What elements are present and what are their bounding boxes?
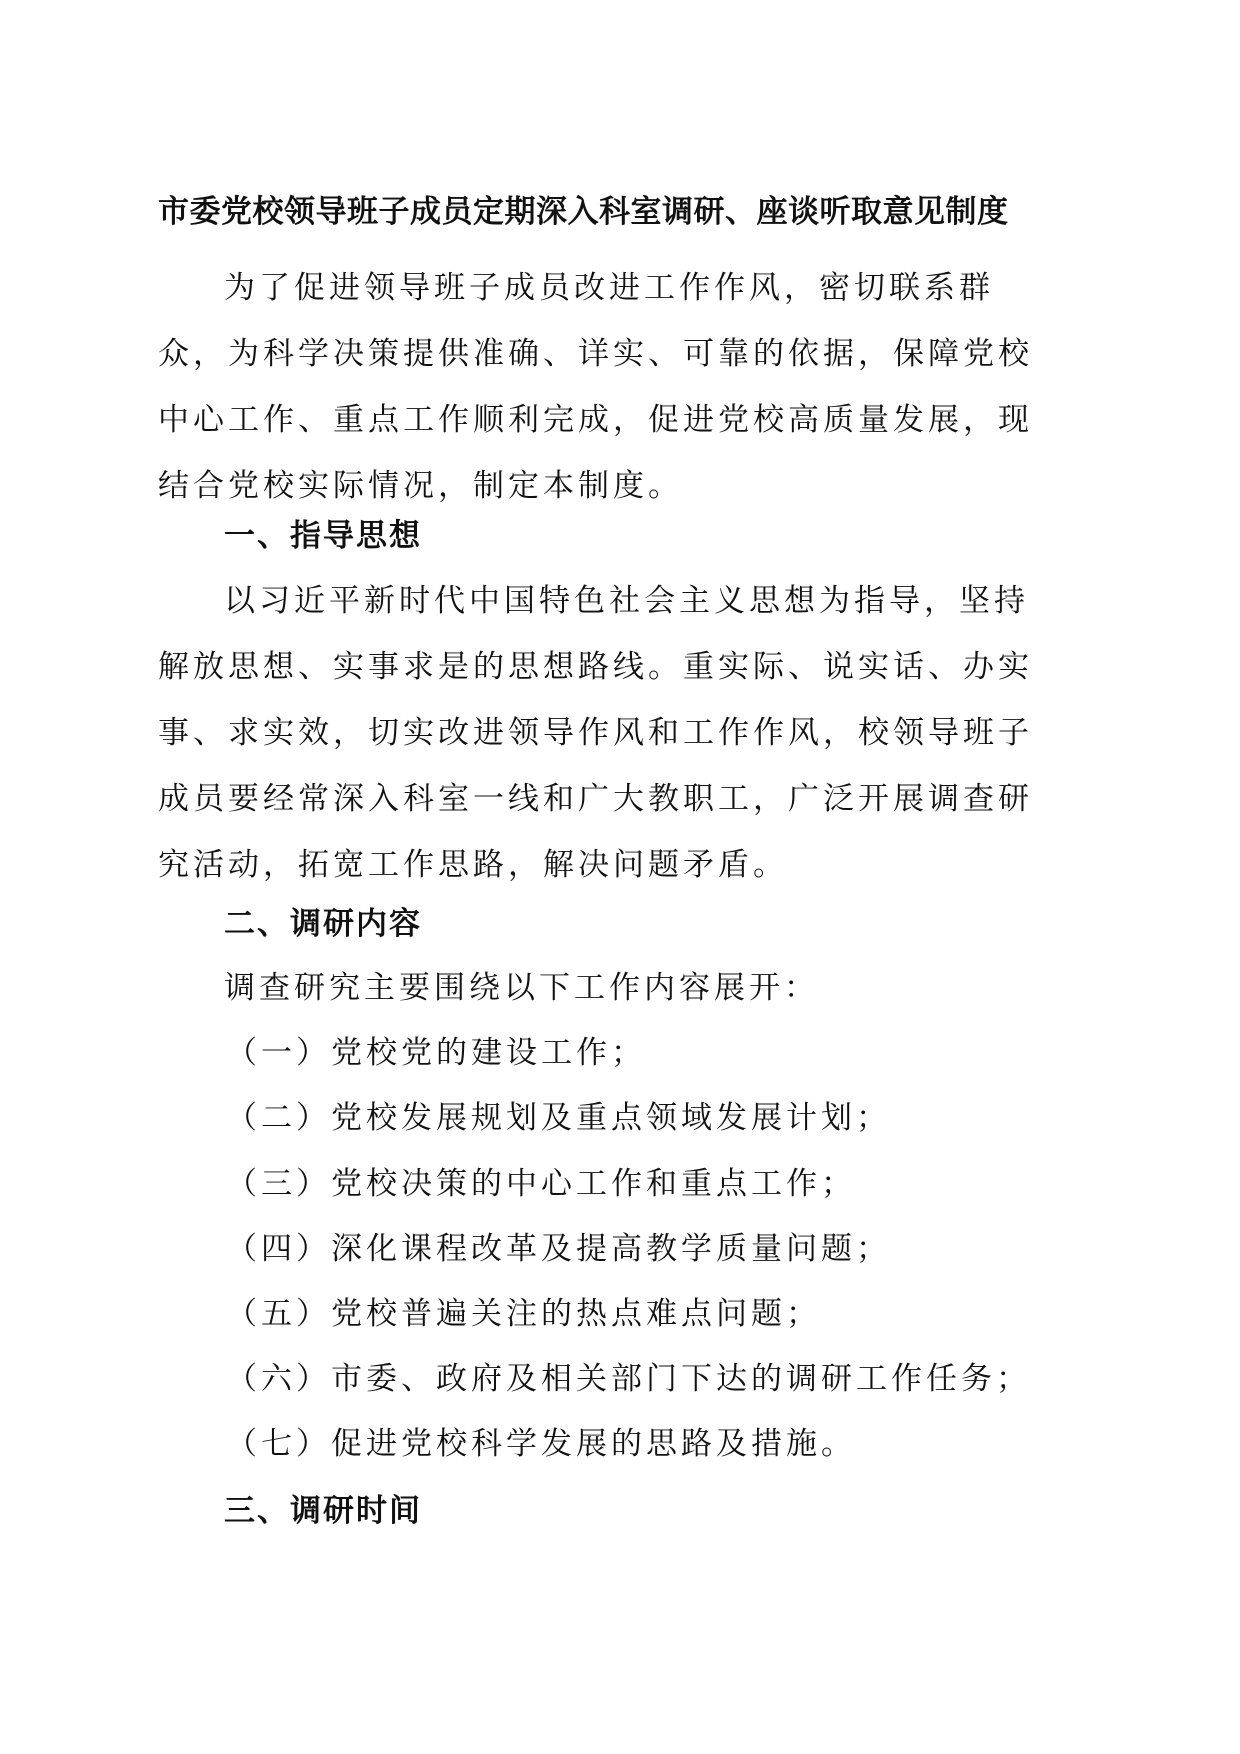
list-item: （七）促进党校科学发展的思路及措施。: [226, 1426, 856, 1462]
list-item: （二）党校发展规划及重点领域发展计划；: [226, 1100, 891, 1136]
list-item: （五）党校普遍关注的热点难点问题；: [226, 1296, 821, 1332]
list-item: （三）党校决策的中心工作和重点工作；: [226, 1166, 856, 1202]
document-title: 市委党校领导班子成员定期深入科室调研、座谈听取意见制度: [158, 194, 1009, 230]
section-heading-research-content: 二、调研内容: [224, 906, 422, 942]
section-heading-research-time: 三、调研时间: [224, 1493, 422, 1529]
intro-paragraph: 为了促进领导班子成员改进工作作风，密切联系群众，为科学决策提供准确、详实、可靠的依据，保障党校中心工作、重点工作顺利完成，促进党校高质量发展，现结合党校实际情况，制定本制度。: [158, 270, 1033, 504]
guiding-thought-paragraph: 以习近平新时代中国特色社会主义思想为指导，坚持解放思想、实事求是的思想路线。重实际、说实话、办实事、求实效，切实改进领导作风和工作作风，校领导班子成员要经常深入科室一线和广大教职工，广泛开展调查研究活动，拓宽工作思路，解决问题矛盾。: [158, 583, 1033, 883]
list-item: （六）市委、政府及相关部门下达的调研工作任务；: [226, 1361, 1031, 1397]
list-item: （四）深化课程改革及提高教学质量问题；: [226, 1231, 891, 1267]
list-item: （一）党校党的建设工作；: [226, 1035, 646, 1071]
section-heading-guiding-thought: 一、指导思想: [224, 518, 422, 554]
research-content-lead: 调查研究主要围绕以下工作内容展开：: [224, 970, 819, 1006]
